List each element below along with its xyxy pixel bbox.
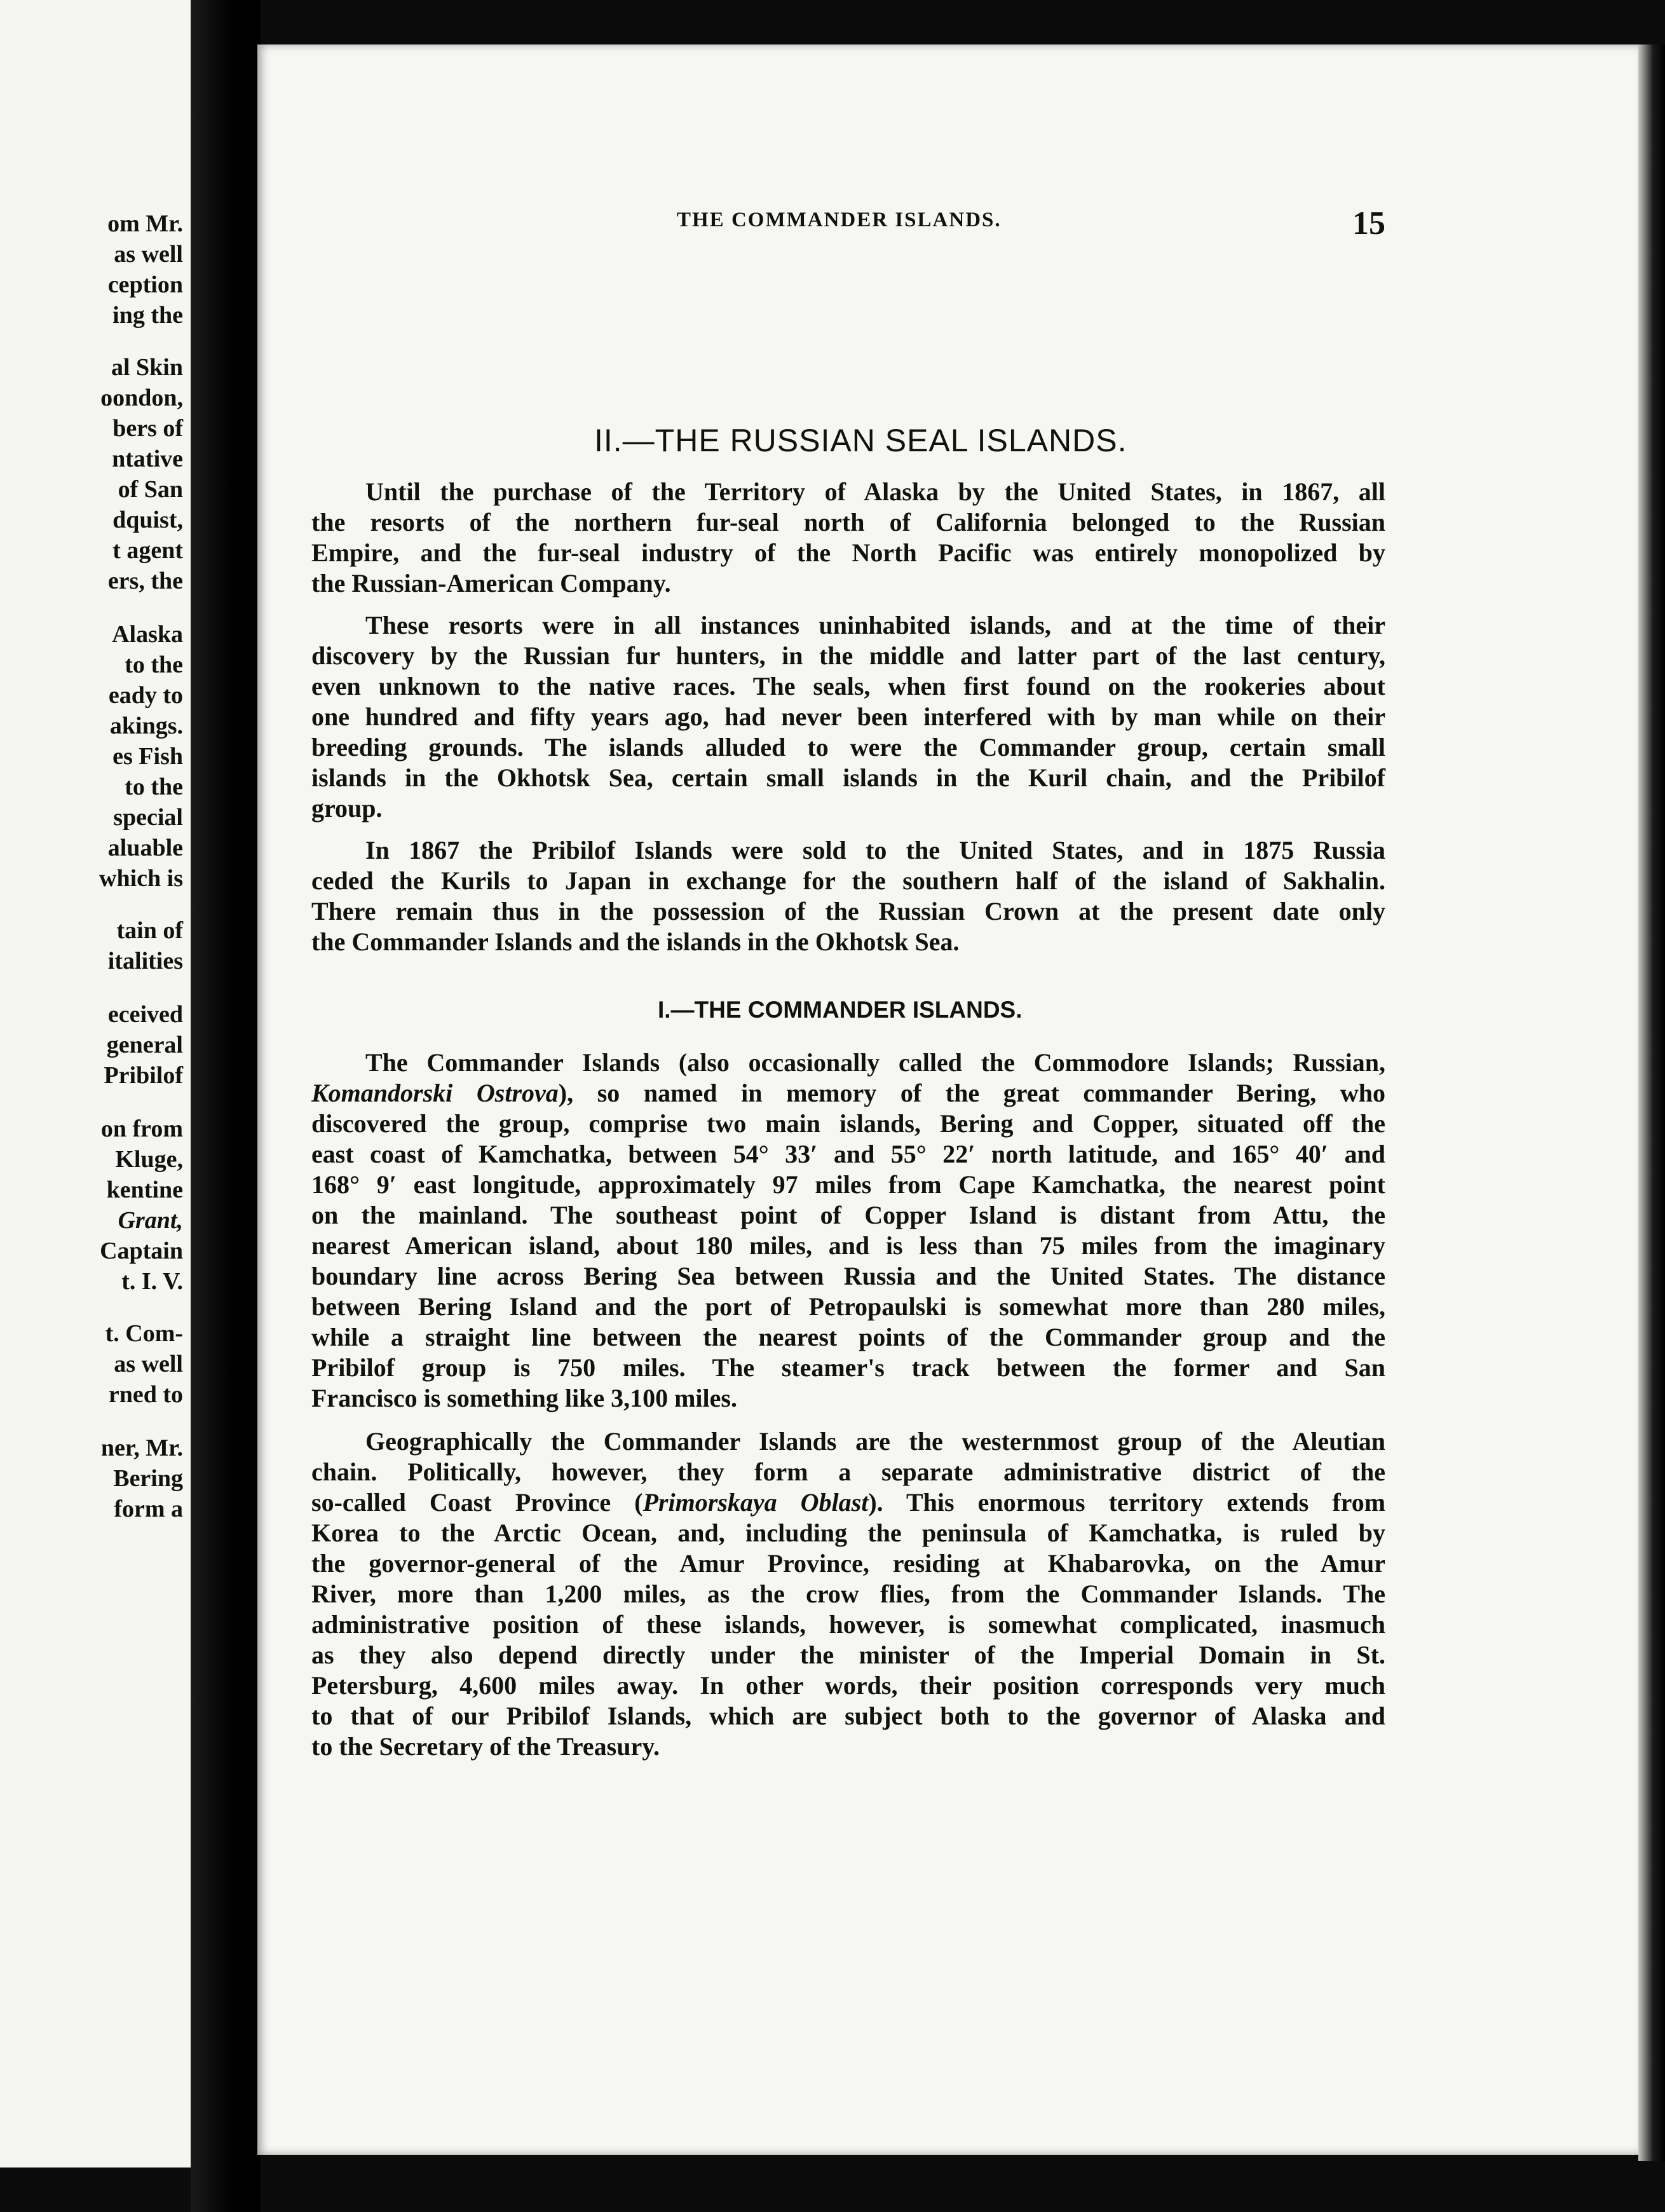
facing-page-text-fragment: dquist, — [112, 507, 183, 533]
facing-page-text-fragment: eceived — [107, 1001, 183, 1028]
body-text-line: while a straight line between the nearest points of the Commander group and the — [311, 1323, 1385, 1351]
body-text-line: the governor-general of the Amur Province, residing at Khabarovka, on the Amur — [311, 1549, 1385, 1578]
body-text-line: administrative position of these islands, however, is somewhat complicated, inasmuch — [311, 1610, 1385, 1639]
facing-page-text-fragment: ers, the — [107, 568, 183, 594]
body-text-line: In 1867 the Pribilof Islands were sold to the United States, and in 1875 Russia — [365, 836, 1385, 864]
body-text-line: islands in the Okhotsk Sea, certain small islands in the Kuril chain, and the Pribilof — [311, 763, 1385, 792]
facing-page-text-fragment: Captain — [100, 1238, 183, 1264]
body-text-line: as they also depend directly under the minister of the Imperial Domain in St. — [311, 1641, 1385, 1669]
facing-page-text-fragment: as well — [114, 1351, 183, 1377]
body-text-line: so-called Coast Province (Primorskaya Oblast). This enormous territory extends from — [311, 1488, 1386, 1517]
facing-page-text-fragment: to the — [125, 652, 183, 678]
facing-page-text-fragment: form a — [114, 1496, 183, 1522]
running-head: THE COMMANDER ISLANDS. — [677, 208, 1002, 231]
facing-page-text-fragment: tain of — [116, 917, 183, 944]
body-text-line: Pribilof group is 750 miles. The steamer's track between the former and San — [311, 1353, 1385, 1382]
body-text-line: group. — [311, 794, 383, 823]
body-text-line: discovery by the Russian fur hunters, in the middle and latter part of the last century, — [311, 641, 1385, 670]
body-text-line: to that of our Pribilof Islands, which are subject both to the governor of Alaska and — [311, 1702, 1385, 1730]
body-text-line: Geographically the Commander Islands are the westernmost group of the Aleutian — [365, 1427, 1385, 1456]
body-text-line: These resorts were in all instances uninhabited islands, and at the time of their — [365, 611, 1385, 639]
facing-page-text-fragment: oondon, — [100, 385, 183, 411]
body-text-line: Komandorski Ostrova), so named in memory of the great commander Bering, who — [311, 1079, 1386, 1107]
facing-page-text-fragment: rned to — [108, 1381, 183, 1408]
body-text-line: Until the purchase of the Territory of Alaska by the United States, in 1867, all — [365, 477, 1385, 506]
body-text-line: east coast of Kamchatka, between 54° 33′ and 55° 22′ north latitude, and 165° 40′ and — [311, 1140, 1385, 1168]
page-number: 15 — [1352, 205, 1385, 242]
facing-page-text-fragment: special — [113, 804, 183, 831]
facing-page-text-fragment: to the — [125, 774, 183, 800]
facing-page-text-fragment: om Mr. — [107, 210, 183, 237]
body-text-line: boundary line across Bering Sea between Russia and the United States. The distance — [311, 1262, 1385, 1290]
body-text-line: chain. Politically, however, they form a separate administrative district of the — [311, 1458, 1385, 1486]
body-text-line: The Commander Islands (also occasionally called the Commodore Islands; Russian, — [365, 1048, 1385, 1077]
body-text-line: 168° 9′ east longitude, approximately 97 miles from Cape Kamchatka, the nearest point — [311, 1170, 1385, 1199]
body-text-line: the resorts of the northern fur-seal north of California belonged to the Russian — [311, 508, 1385, 536]
body-text-line: discovered the group, comprise two main islands, Bering and Copper, situated off the — [311, 1109, 1385, 1138]
facing-page-text-fragment: of San — [118, 476, 183, 503]
body-text-line: the Russian-American Company. — [311, 569, 671, 597]
body-text-line: Empire, and the fur-seal industry of the North Pacific was entirely monopolized by — [311, 538, 1385, 567]
facing-page-text-fragment: as well — [114, 241, 183, 268]
facing-page-text-fragment: ner, Mr. — [100, 1435, 183, 1461]
facing-page-text-fragment: Bering — [113, 1465, 183, 1492]
facing-page-text-fragment: t agent — [112, 537, 183, 564]
facing-page-text-fragment: on from — [100, 1116, 183, 1142]
facing-page-text-fragment: general — [106, 1032, 183, 1058]
body-text-line: breeding grounds. The islands alluded to were the Commander group, certain small — [311, 733, 1385, 761]
facing-page-text-fragment: ing the — [112, 302, 183, 329]
body-text-line: ceded the Kurils to Japan in exchange for the southern half of the island of Sakhalin. — [311, 866, 1385, 895]
facing-page-text-fragment: Pribilof — [104, 1062, 183, 1089]
body-text-line: to the Secretary of the Treasury. — [311, 1732, 660, 1761]
body-text-line: There remain thus in the possession of the Russian Crown at the present date only — [311, 897, 1385, 925]
body-text-line: Korea to the Arctic Ocean, and, including the peninsula of Kamchatka, is ruled by — [311, 1519, 1385, 1547]
facing-page-text-fragment: Grant, — [118, 1207, 183, 1234]
facing-page-text-fragment: Alaska — [112, 621, 183, 648]
facing-page-text-fragment: aluable — [107, 835, 183, 861]
facing-page-fragment — [0, 0, 191, 2168]
page-edge — [1638, 44, 1665, 2161]
facing-page-text-fragment: ception — [107, 271, 183, 298]
facing-page-text-fragment: t. Com- — [105, 1320, 183, 1347]
facing-page-text-fragment: t. I. V. — [121, 1268, 183, 1295]
facing-page-text-fragment: which is — [99, 865, 183, 892]
facing-page-text-fragment: Kluge, — [115, 1146, 183, 1173]
facing-page-text-fragment: es Fish — [112, 743, 183, 770]
facing-page-text-fragment: kentine — [106, 1177, 183, 1203]
body-text-line: even unknown to the native races. The seals, when first found on the rookeries about — [311, 672, 1385, 700]
facing-page-text-fragment: eady to — [108, 682, 183, 709]
body-text-line: Francisco is something like 3,100 miles. — [311, 1384, 737, 1412]
body-text-line: nearest American island, about 180 miles, and is less than 75 miles from the imaginary — [311, 1231, 1385, 1260]
body-text-line: on the mainland. The southeast point of Copper Island is distant from Attu, the — [311, 1201, 1385, 1229]
body-text-line: River, more than 1,200 miles, as the crow flies, from the Commander Islands. The — [311, 1580, 1385, 1608]
body-text-line: between Bering Island and the port of Petropaulski is somewhat more than 280 miles, — [311, 1292, 1385, 1321]
facing-page-text-fragment: italities — [107, 948, 183, 974]
facing-page-text-fragment: ntative — [112, 446, 183, 472]
facing-page-text-fragment: bers of — [112, 415, 183, 442]
body-text-line: Petersburg, 4,600 miles away. In other words, their position corresponds very much — [311, 1671, 1385, 1700]
body-text-line: one hundred and fifty years ago, had never been interfered with by man while on their — [311, 702, 1385, 731]
body-text-line: the Commander Islands and the islands in the Okhotsk Sea. — [311, 927, 960, 956]
subsection-title: I.—THE COMMANDER ISLANDS. — [658, 997, 1023, 1023]
facing-page-text-fragment: al Skin — [111, 354, 183, 381]
facing-page-text-fragment: akings. — [109, 713, 183, 739]
gutter-shadow — [191, 0, 261, 2212]
section-title: II.—THE RUSSIAN SEAL ISLANDS. — [594, 423, 1127, 458]
